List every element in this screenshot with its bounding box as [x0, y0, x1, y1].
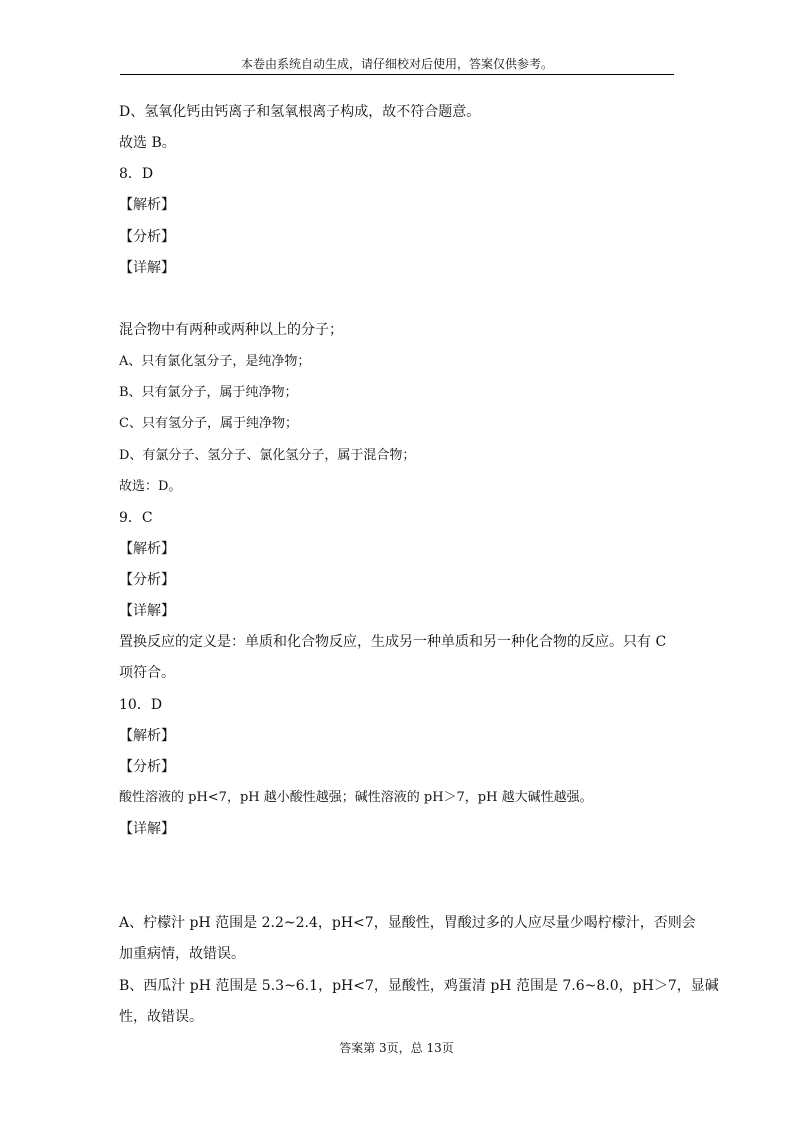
question-10-answer: 10．D — [119, 697, 163, 713]
q10-review-text: 酸性溶液的 pH<7，pH 越小酸性越强；碱性溶液的 pH＞7，pH 越大碱性越强。 — [119, 790, 593, 805]
question-9-answer: 9．C — [119, 510, 153, 526]
q10-option-a-line-2: 加重病情，故错误。 — [119, 946, 245, 962]
q8-option-c: C、只有氢分子，属于纯净物； — [119, 416, 298, 431]
q10-option-b-line-2: 性，故错误。 — [119, 1009, 203, 1025]
question-8-answer: 8．D — [119, 166, 154, 182]
q10-option-a-line-1: A、柠檬汁 pH 范围是 2.2~2.4，pH<7，显酸性，胃酸过多的人应尽量少喝柠檬汁，否则会 — [119, 915, 696, 931]
q8-conclusion: 故选：D。 — [119, 479, 182, 494]
q10-detail-heading: 【详解】 — [119, 821, 175, 837]
answer-line-7d: D、氢氧化钙由钙离子和氢氧根离子构成，故不符合题意。 — [119, 104, 481, 120]
page-footer: 答案第 3页，总 13页 — [339, 1041, 454, 1055]
q8-analysis-heading: 【解析】 — [119, 197, 175, 213]
q10-option-b-line-1: B、西瓜汁 pH 范围是 5.3~6.1，pH<7，显酸性，鸡蛋清 pH 范围是 7.6~8.0，pH＞7，显碱 — [119, 978, 719, 994]
q8-option-b: B、只有氯分子，属于纯净物； — [119, 385, 298, 400]
q9-explanation-line-2: 项符合。 — [119, 665, 175, 681]
q8-option-a: A、只有氯化氢分子，是纯净物； — [119, 354, 311, 369]
q9-review-heading: 【分析】 — [119, 572, 175, 588]
page-header: 本卷由系统自动生成，请仔细校对后使用，答案仅供参考。 — [240, 57, 553, 71]
q10-review-heading: 【分析】 — [119, 759, 175, 775]
q8-detail-heading: 【详解】 — [119, 260, 175, 276]
q9-detail-heading: 【详解】 — [119, 603, 175, 619]
q10-analysis-heading: 【解析】 — [119, 728, 175, 744]
q8-definition: 混合物中有两种或两种以上的分子； — [119, 322, 343, 338]
q8-review-heading: 【分析】 — [119, 229, 175, 245]
q8-option-d: D、有氯分子、氢分子、氯化氢分子，属于混合物； — [119, 448, 416, 463]
q9-explanation-line-1: 置换反应的定义是：单质和化合物反应，生成另一种单质和另一种化合物的反应。只有 C — [119, 634, 667, 650]
answer-conclusion-7: 故选 B。 — [119, 135, 176, 151]
header-divider — [120, 74, 674, 75]
q9-analysis-heading: 【解析】 — [119, 541, 175, 557]
